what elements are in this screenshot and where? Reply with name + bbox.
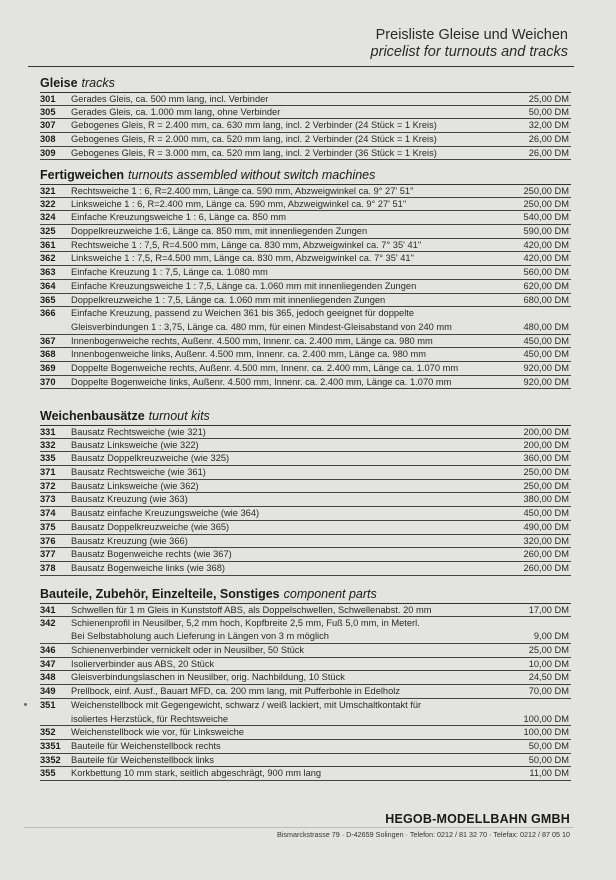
item-number: 347 [40, 658, 56, 669]
table-row [40, 535, 571, 549]
item-price: 420,00 DM [523, 239, 569, 250]
item-description: Bausatz Doppelkreuzweiche (wie 325) [71, 453, 230, 464]
item-price: 17,00 DM [528, 605, 569, 615]
table-row [40, 348, 571, 362]
item-price: 320,00 DM [523, 535, 569, 546]
item-price: 24,50 DM [528, 672, 569, 683]
item-description: Einfache Kreuzungsweiche 1 : 7,5, Länge ca. 1.060 mm mit innenliegenden Zungen [71, 280, 417, 291]
item-number: 3351 [40, 740, 61, 751]
item-number: 370 [40, 376, 56, 387]
item-description: Innenbogenweiche links, Außenr. 4.500 mm, Innenr. ca. 2.400 mm, Länge ca. 980 mm [71, 349, 427, 360]
item-number: 301 [40, 94, 56, 104]
table-row [40, 754, 571, 768]
item-number: 374 [40, 508, 56, 519]
item-price: 260,00 DM [523, 562, 569, 573]
item-description: Innenbogenweiche rechts, Außenr. 4.500 mm, Innenr. ca. 2.400 mm, Länge ca. 980 mm [71, 335, 433, 346]
page-header [371, 27, 568, 61]
table-row [40, 307, 571, 321]
item-description: Bausatz Linksweiche (wie 362) [71, 480, 199, 491]
item-number: 377 [40, 549, 56, 560]
table-row [40, 266, 571, 280]
table-row [40, 699, 571, 713]
table-row [40, 452, 571, 466]
item-price: 480,00 DM [523, 321, 569, 332]
item-number: 372 [40, 480, 56, 491]
item-price: 50,00 DM [528, 740, 569, 751]
table-row [40, 603, 571, 617]
section-title-english: turnout kits [148, 409, 210, 423]
item-number: 355 [40, 768, 56, 779]
item-description: Gerades Gleis, ca. 1.000 mm lang, ohne Verbinder [71, 106, 281, 117]
item-price: 380,00 DM [523, 494, 569, 505]
item-price: 26,00 DM [528, 134, 569, 145]
table-row [40, 480, 571, 494]
item-description: Bei Selbstabholung auch Lieferung in Längen von 3 m möglich [71, 631, 329, 642]
item-number: 346 [40, 645, 56, 656]
item-price: 420,00 DM [523, 253, 569, 264]
item-price: 490,00 DM [523, 521, 569, 532]
table-row [40, 147, 571, 161]
item-description: Einfache Kreuzung 1 : 7,5, Länge ca. 1.080 mm [71, 267, 268, 278]
item-number: 363 [40, 267, 56, 278]
item-description: Rechtsweiche 1 : 7,5, R=4.500 mm, Länge ca. 830 mm, Abzweigwinkel ca. 7° 35' 41" [71, 239, 422, 250]
item-price: 450,00 DM [523, 508, 569, 519]
item-description: Doppelkreuzweiche 1 : 7,5, Länge ca. 1.060 mm mit innenliegenden Zungen [71, 294, 386, 305]
table-row [40, 184, 571, 198]
item-price: 450,00 DM [523, 349, 569, 360]
company-address: Bismarckstrasse 79 · D-42659 Solingen · Telefon: 0212 / 81 32 70 · Telefax: 0212 / 87 05 10 [276, 830, 570, 839]
section-title-german: Bauteile, Zubehör, Einzelteile, Sonstiges [40, 587, 280, 601]
item-number: 308 [40, 134, 56, 145]
section-title-english: tracks [81, 76, 115, 90]
item-number: 3352 [40, 754, 61, 765]
item-price: 250,00 DM [523, 480, 569, 491]
item-description: Bausatz Kreuzung (wie 366) [71, 535, 188, 546]
section-title [40, 168, 571, 184]
table-row [40, 671, 571, 685]
item-number: 325 [40, 226, 56, 237]
item-number: 349 [40, 686, 56, 697]
item-description: Bausatz Kreuzung (wie 363) [71, 494, 188, 505]
item-description: Doppelte Bogenweiche rechts, Außenr. 4.500 mm, Innenr. ca. 2.400 mm, Länge ca. 1.070 mm [71, 362, 459, 373]
table-row [40, 335, 571, 349]
item-description: Isolierverbinder aus ABS, 20 Stück [71, 658, 215, 669]
table-row [40, 507, 571, 521]
table-row [40, 225, 571, 239]
item-number: 332 [40, 439, 56, 450]
table-row [40, 726, 571, 740]
table-row [40, 211, 571, 225]
item-description: Linksweiche 1 : 7,5, R=4.500 mm, Länge ca. 830 mm, Abzweigwinkel ca. 7° 35' 41" [71, 253, 414, 264]
header-divider [28, 66, 574, 67]
table-row [40, 767, 571, 781]
section-title [40, 76, 571, 92]
table-row [40, 252, 571, 266]
item-price: 50,00 DM [528, 106, 569, 117]
item-price: 560,00 DM [523, 267, 569, 278]
item-number: 366 [40, 308, 56, 319]
item-description: Gerades Gleis, ca. 500 mm lang, incl. Verbinder [71, 94, 269, 104]
table-row [40, 425, 571, 439]
item-description: Gebogenes Gleis, R = 3.000 mm, ca. 520 mm lang, incl. 2 Verbinder (36 Stück = 1 Kreis) [71, 147, 437, 158]
item-number: 375 [40, 521, 56, 532]
table-row [40, 548, 571, 562]
section-title-german: Gleise [40, 76, 78, 90]
item-description: Bausatz Rechtsweiche (wie 321) [71, 427, 206, 437]
table-row [40, 321, 571, 335]
margin-dot [24, 703, 27, 706]
section-title-german: Weichenbausätze [40, 409, 145, 423]
table-row [40, 133, 571, 147]
section-title-german: Fertigweichen [40, 168, 125, 182]
table-row [40, 294, 571, 308]
item-description: Bausatz einfache Kreuzungsweiche (wie 364) [71, 508, 260, 519]
item-description: Gleisverbindungslaschen in Neusilber, orig. Nachbildung, 10 Stück [71, 672, 345, 683]
item-price: 200,00 DM [523, 427, 569, 437]
item-description: isoliertes Herzstück, für Rechtsweiche [71, 713, 229, 724]
company-name: HEGOB-MODELLBAHN GMBH [385, 812, 570, 826]
item-number: 378 [40, 562, 56, 573]
item-price: 100,00 DM [523, 727, 569, 738]
table-row [40, 92, 571, 106]
table-row [40, 439, 571, 453]
item-description: Rechtsweiche 1 : 6, R=2.400 mm, Länge ca. 590 mm, Abzweigwinkel ca. 9° 27' 51" [71, 186, 414, 196]
price-section [40, 409, 571, 576]
item-number: 342 [40, 617, 56, 628]
table-row [40, 562, 571, 576]
item-price: 200,00 DM [523, 439, 569, 450]
item-price: 11,00 DM [529, 768, 569, 779]
item-price: 360,00 DM [523, 453, 569, 464]
item-description: Weichenstellbock wie vor, für Linksweiche [71, 727, 244, 738]
table-row [40, 713, 571, 727]
table-row [40, 198, 571, 212]
item-number: 373 [40, 494, 56, 505]
item-number: 307 [40, 120, 56, 131]
item-price: 25,00 DM [528, 645, 569, 656]
table-row [40, 630, 571, 644]
item-price: 250,00 DM [523, 186, 569, 196]
item-description: Schienenverbinder vernickelt oder in Neusilber, 50 Stück [71, 645, 305, 656]
item-description: Schienenprofil in Neusilber, 5,2 mm hoch, Kopfbreite 2,5 mm, Fuß 5,0 mm, in Meterl. [71, 617, 420, 628]
item-price: 590,00 DM [523, 226, 569, 237]
item-price: 250,00 DM [523, 467, 569, 478]
section-title [40, 587, 571, 603]
table-row [40, 280, 571, 294]
item-number: 361 [40, 239, 56, 250]
item-description: Bausatz Linksweiche (wie 322) [71, 439, 199, 450]
item-price: 920,00 DM [523, 376, 569, 387]
table-row [40, 493, 571, 507]
table-row [40, 617, 571, 631]
item-description: Doppelkreuzweiche 1:6, Länge ca. 850 mm, mit innenliegenden Zungen [71, 226, 368, 237]
item-number: 352 [40, 727, 56, 738]
footer-divider [24, 827, 574, 828]
item-price: 250,00 DM [523, 198, 569, 209]
section-title [40, 409, 571, 425]
table-row [40, 106, 571, 120]
table-row [40, 119, 571, 133]
price-section [40, 76, 571, 160]
item-number: 348 [40, 672, 56, 683]
item-price: 450,00 DM [523, 335, 569, 346]
section-title-english: component parts [283, 587, 377, 601]
item-number: 324 [40, 212, 56, 223]
item-price: 920,00 DM [523, 362, 569, 373]
item-description: Linksweiche 1 : 6, R=2.400 mm, Länge ca. 590 mm, Abzweigwinkel ca. 9° 27' 51" [71, 198, 407, 209]
table-row [40, 521, 571, 535]
item-description: Bausatz Doppelkreuzweiche (wie 365) [71, 521, 230, 532]
item-number: 364 [40, 280, 56, 291]
item-number: 341 [40, 605, 56, 615]
item-price: 25,00 DM [528, 94, 569, 104]
table-row [40, 658, 571, 672]
item-number: 351 [40, 699, 56, 710]
item-number: 335 [40, 453, 56, 464]
item-description: Gebogenes Gleis, R = 2.000 mm, ca. 520 mm lang, incl. 2 Verbinder (24 Stück = 1 Kreis) [71, 134, 437, 145]
item-number: 331 [40, 427, 56, 437]
item-description: Einfache Kreuzung, passend zu Weichen 361 bis 365, jedoch geeignet für doppelte [71, 308, 415, 319]
item-number: 365 [40, 294, 56, 305]
item-price: 260,00 DM [523, 549, 569, 560]
item-price: 680,00 DM [523, 294, 569, 305]
item-description: Bausatz Bogenweiche rechts (wie 367) [71, 549, 232, 560]
item-number: 371 [40, 467, 56, 478]
item-description: Doppelte Bogenweiche links, Außenr. 4.500 mm, Innenr. ca. 2.400 mm, Länge ca. 1.070 mm [71, 376, 452, 387]
item-price: 50,00 DM [528, 754, 569, 765]
item-description: Korkbettung 10 mm stark, seitlich abgeschrägt, 900 mm lang [71, 768, 322, 779]
item-price: 32,00 DM [528, 120, 569, 131]
item-description: Bausatz Bogenweiche links (wie 368) [71, 562, 225, 573]
item-number: 376 [40, 535, 56, 546]
item-price: 540,00 DM [523, 212, 569, 223]
item-price: 10,00 DM [528, 658, 569, 669]
table-row [40, 239, 571, 253]
table-row [40, 362, 571, 376]
item-description: Schwellen für 1 m Gleis in Kunststoff ABS, als Doppelschwellen, Schwellenabst. 20 mm [71, 605, 432, 615]
item-number: 322 [40, 198, 56, 209]
item-price: 9,00 DM [533, 631, 569, 642]
item-description: Prellbock, einf. Ausf., Bauart MFD, ca. 200 mm lang, mit Pufferbohle in Edelholz [71, 686, 400, 697]
table-row [40, 466, 571, 480]
item-price: 70,00 DM [528, 686, 569, 697]
item-description: Bauteile für Weichenstellbock links [71, 754, 214, 765]
item-number: 305 [40, 106, 56, 117]
section-title-english: turnouts assembled without switch machines [128, 168, 376, 182]
item-description: Weichenstellbock mit Gegengewicht, schwarz / weiß lackiert, mit Umschaltkontakt für [71, 699, 422, 710]
table-row [40, 644, 571, 658]
page-title-english: pricelist for turnouts and tracks [370, 44, 568, 60]
item-price: 26,00 DM [528, 147, 569, 158]
page-title-german: Preisliste Gleise und Weichen [375, 27, 568, 43]
item-description: Bausatz Rechtsweiche (wie 361) [71, 467, 206, 478]
item-number: 367 [40, 335, 56, 346]
item-price: 620,00 DM [523, 280, 569, 291]
item-number: 362 [40, 253, 56, 264]
table-row [40, 685, 571, 699]
item-description: Gleisverbindungen 1 : 3,75, Länge ca. 480 mm, für einen Mindest-Gleisabstand von 240 mm [71, 321, 452, 332]
item-number: 321 [40, 186, 56, 196]
item-number: 368 [40, 349, 56, 360]
item-description: Gebogenes Gleis, R = 2.400 mm, ca. 630 mm lang, incl. 2 Verbinder (24 Stück = 1 Kreis) [71, 120, 437, 131]
table-row [40, 740, 571, 754]
item-number: 369 [40, 362, 56, 373]
item-number: 309 [40, 147, 56, 158]
table-row [40, 376, 571, 390]
item-price: 100,00 DM [523, 713, 569, 724]
item-description: Bauteile für Weichenstellbock rechts [71, 740, 221, 751]
price-section [40, 587, 571, 781]
item-description: Einfache Kreuzungsweiche 1 : 6, Länge ca. 850 mm [71, 212, 286, 223]
price-section [40, 168, 571, 389]
